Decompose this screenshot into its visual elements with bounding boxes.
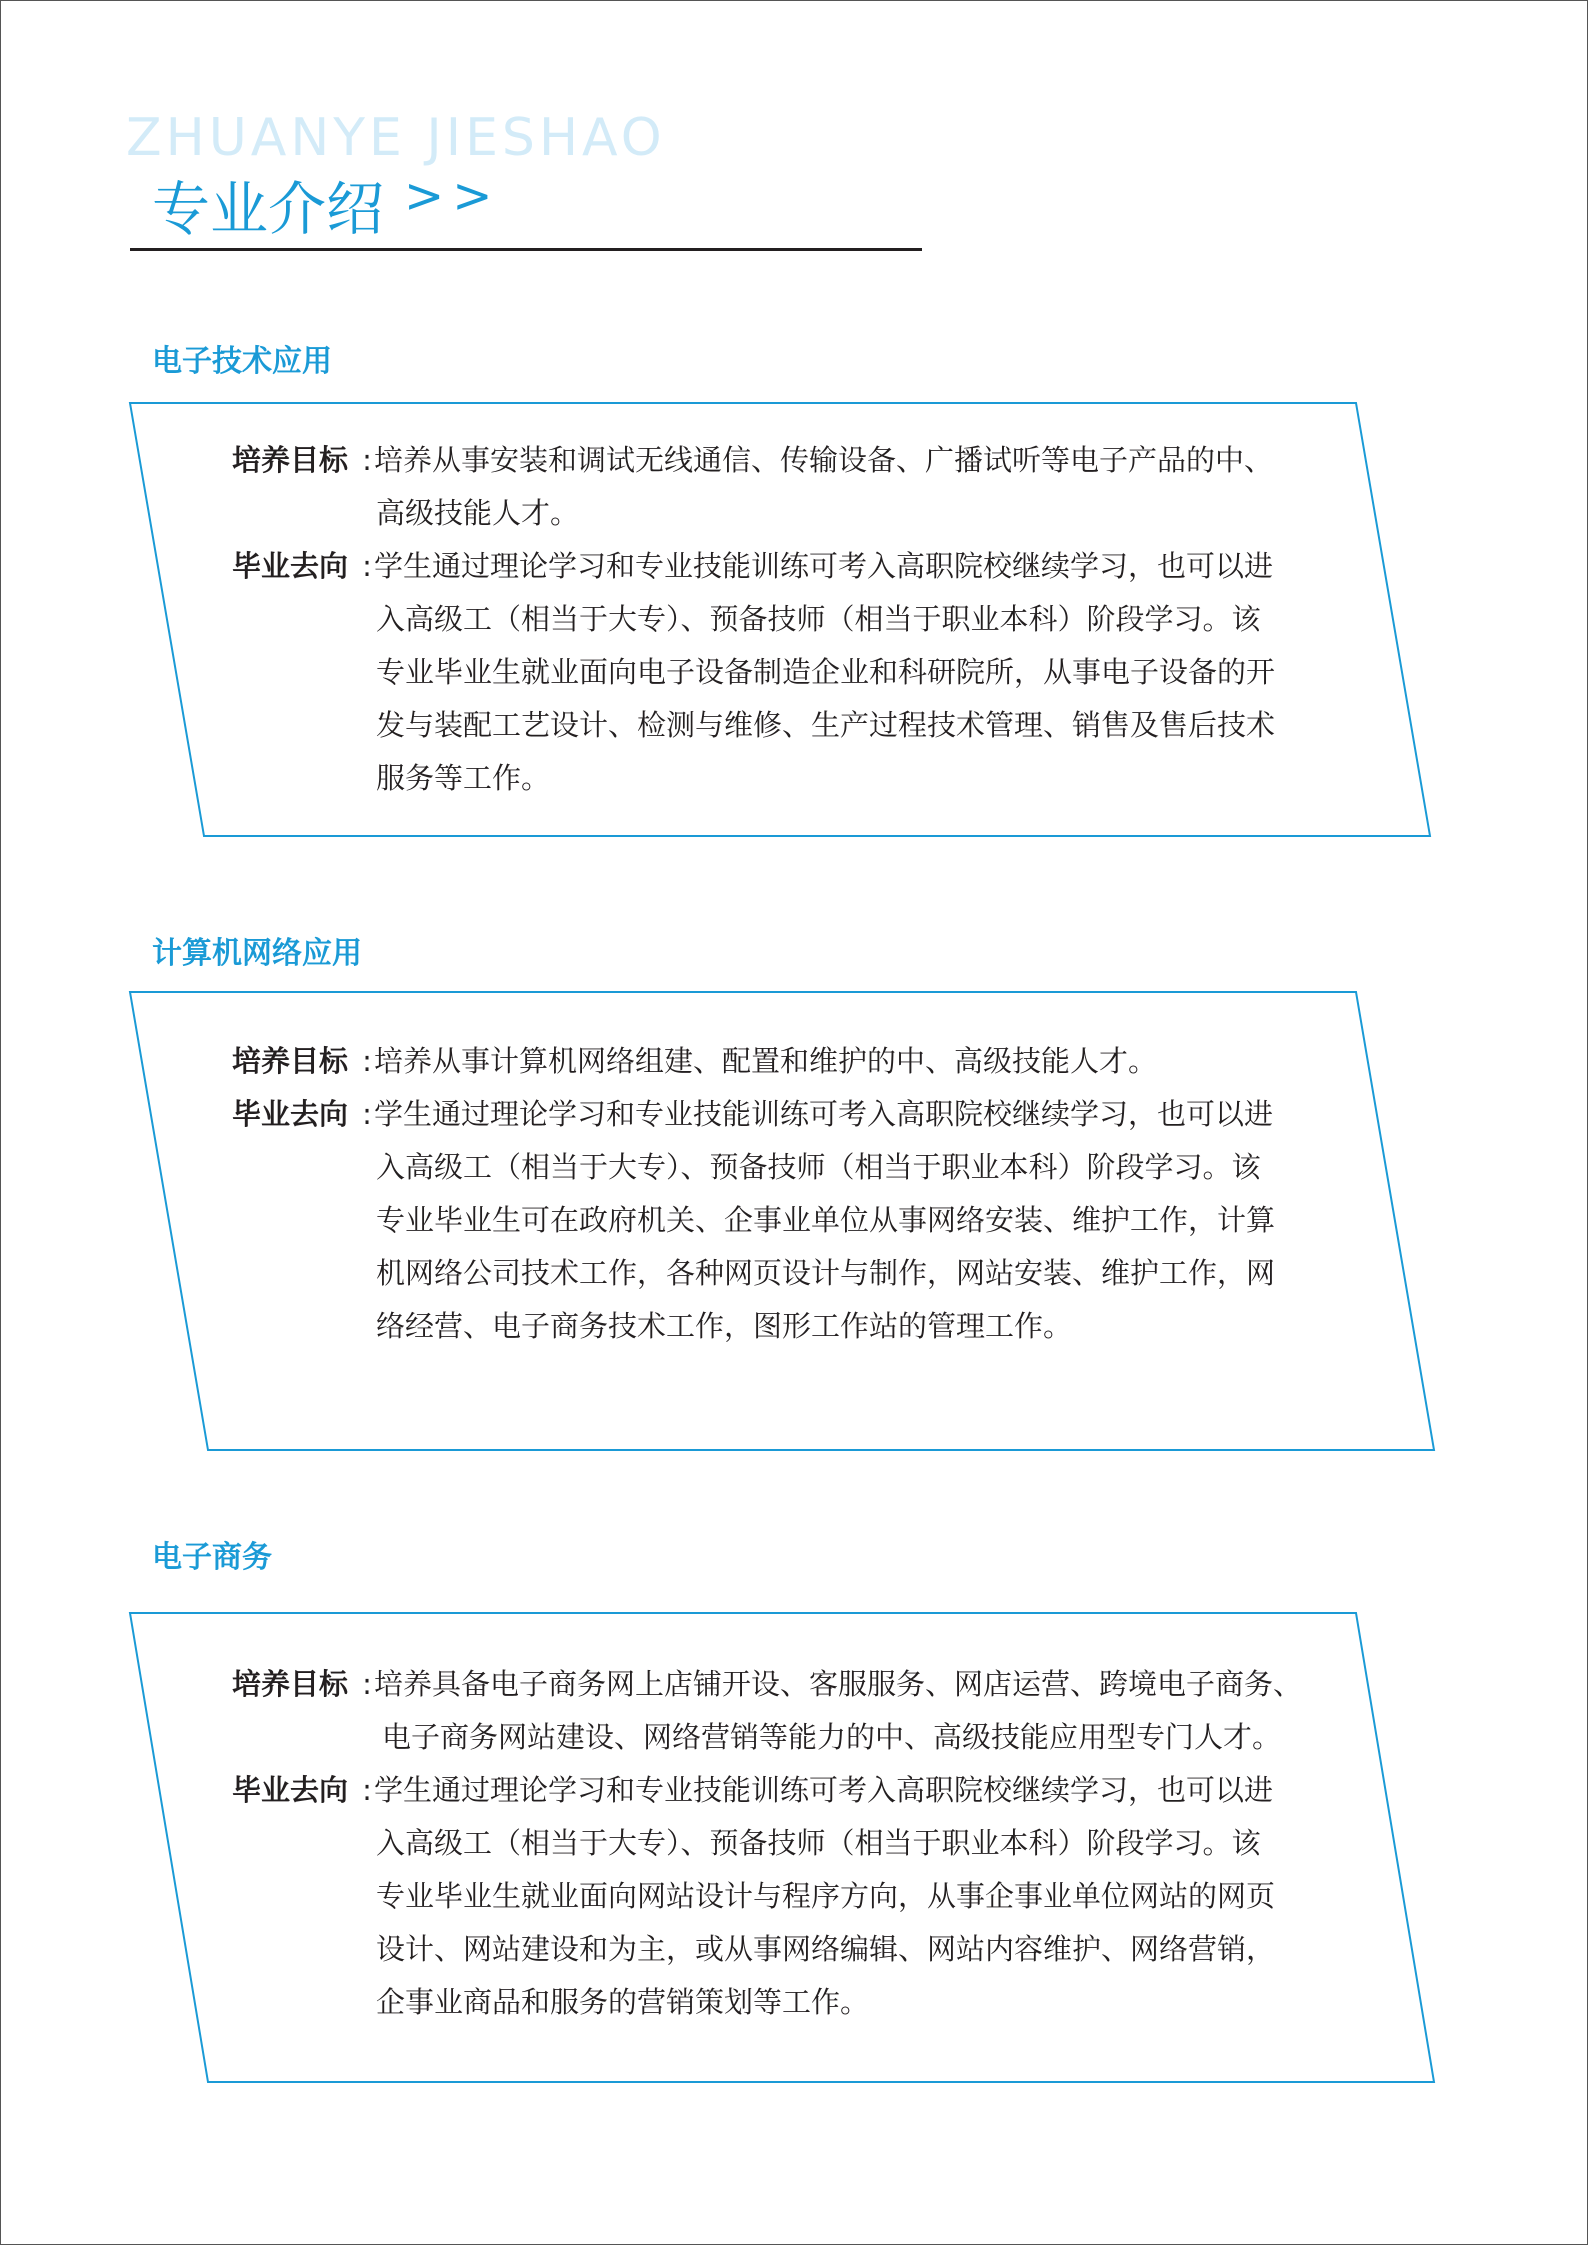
- section-1-title: 电子技术应用: [152, 344, 332, 379]
- goal-line: 电子商务网站建设、网络营销等能力的中、高级技能应用型专门人才。: [382, 1720, 1282, 1754]
- career-label: 毕业去向: [232, 1773, 349, 1807]
- career-line: 入高级工（相当于大专）、预备技师（相当于职业本科）阶段学习。该: [376, 1150, 1261, 1184]
- section-2-goal: 培养目标 :培养从事计算机网络组建、配置和维护的中、高级技能人才。: [232, 1035, 1332, 1088]
- section-1-goal: 培养目标 :培养从事安装和调试无线通信、传输设备、广播试听等电子产品的中、: [232, 434, 1332, 487]
- goal-line: 培养从事安装和调试无线通信、传输设备、广播试听等电子产品的中、: [374, 443, 1274, 477]
- career-line: 入高级工（相当于大专）、预备技师（相当于职业本科）阶段学习。该: [376, 602, 1261, 636]
- career-label: 毕业去向: [232, 1097, 349, 1131]
- career-line: 机网络公司技术工作，各种网页设计与制作，网站安装、维护工作，网: [376, 1256, 1276, 1290]
- career-line: 设计、网站建设和为主，或从事网络编辑、网站内容维护、网络营销，: [376, 1932, 1276, 1966]
- career-line: 发与装配工艺设计、检测与维修、生产过程技术管理、销售及售后技术: [376, 708, 1276, 742]
- career-line: 专业毕业生就业面向电子设备制造企业和科研院所，从事电子设备的开: [376, 655, 1276, 689]
- section-2-title: 计算机网络应用: [152, 936, 362, 971]
- career-line: 入高级工（相当于大专）、预备技师（相当于职业本科）阶段学习。该: [376, 1826, 1261, 1860]
- career-line: 服务等工作。: [376, 761, 551, 795]
- career-line: 学生通过理论学习和专业技能训练可考入高职院校继续学习，也可以进: [374, 1773, 1274, 1807]
- career-line: 专业毕业生就业面向网站设计与程序方向，从事企事业单位网站的网页: [376, 1879, 1276, 1913]
- career-line: 学生通过理论学习和专业技能训练可考入高职院校继续学习，也可以进: [374, 549, 1274, 583]
- section-3-career: 毕业去向 :学生通过理论学习和专业技能训练可考入高职院校继续学习，也可以进: [232, 1764, 1332, 1817]
- goal-label: 培养目标: [232, 1667, 349, 1701]
- goal-line: 高级技能人才。: [376, 496, 580, 530]
- goal-label: 培养目标: [232, 1044, 349, 1078]
- career-line: 络经营、电子商务技术工作，图形工作站的管理工作。: [376, 1309, 1073, 1343]
- section-3-goal: 培养目标 :培养具备电子商务网上店铺开设、客服服务、网店运营、跨境电子商务、: [232, 1658, 1332, 1711]
- career-line: 专业毕业生可在政府机关、企事业单位从事网络安装、维护工作，计算: [376, 1203, 1276, 1237]
- goal-label: 培养目标: [232, 443, 349, 477]
- career-line: 学生通过理论学习和专业技能训练可考入高职院校继续学习，也可以进: [374, 1097, 1274, 1131]
- header-chinese-title: 专业介绍: [152, 175, 385, 243]
- header-arrows: >>: [404, 168, 501, 224]
- goal-line: 培养具备电子商务网上店铺开设、客服服务、网店运营、跨境电子商务、: [374, 1667, 1303, 1701]
- section-2-career: 毕业去向 :学生通过理论学习和专业技能训练可考入高职院校继续学习，也可以进: [232, 1088, 1332, 1141]
- career-label: 毕业去向: [232, 549, 349, 583]
- section-3-title: 电子商务: [152, 1540, 272, 1575]
- goal-line: 培养从事计算机网络组建、配置和维护的中、高级技能人才。: [374, 1044, 1158, 1078]
- section-1-career: 毕业去向 :学生通过理论学习和专业技能训练可考入高职院校继续学习，也可以进: [232, 540, 1332, 593]
- header-english-title: ZHUANYE JIESHAO: [126, 108, 666, 168]
- career-line: 企事业商品和服务的营销策划等工作。: [376, 1985, 870, 2019]
